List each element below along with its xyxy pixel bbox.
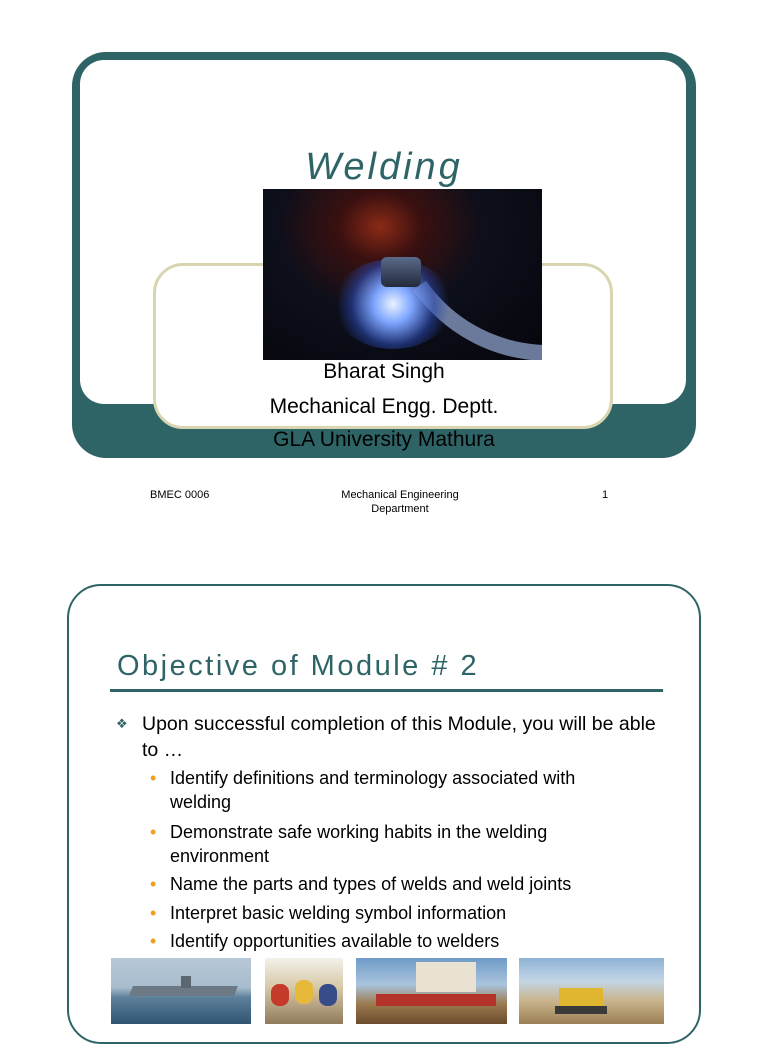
objective-text: Identify opportunities available to welders bbox=[170, 931, 500, 951]
ship-photo bbox=[111, 958, 251, 1024]
objective-item bbox=[150, 872, 640, 896]
orange-dot-icon: • bbox=[150, 903, 157, 923]
cyclists-photo bbox=[265, 958, 343, 1024]
bulldozer-track-shape bbox=[555, 1006, 607, 1014]
orange-dot-icon: • bbox=[150, 931, 157, 951]
objective-item bbox=[150, 820, 640, 868]
footer-department-line2: Department bbox=[371, 503, 429, 515]
orange-dot-icon: • bbox=[150, 768, 157, 788]
bulldozer-photo bbox=[519, 958, 664, 1024]
torch-nozzle bbox=[381, 257, 421, 287]
cyclist-shape bbox=[295, 980, 313, 1004]
title-underline bbox=[110, 689, 663, 692]
footer-course-code: BMEC 0006 bbox=[150, 489, 210, 501]
slide-2-title: Objective of Module # 2 bbox=[117, 650, 480, 682]
orange-dot-icon: • bbox=[150, 822, 157, 842]
department-name: Mechanical Engg. Deptt. bbox=[269, 395, 499, 418]
welding-photo bbox=[263, 189, 542, 360]
objective-item bbox=[150, 929, 640, 953]
pipe-section-shape bbox=[376, 994, 496, 1006]
objective-text: Demonstrate safe working habits in the welding environment bbox=[170, 822, 548, 866]
cyclist-shape bbox=[319, 984, 337, 1006]
objective-text: Identify definitions and terminology associated with welding bbox=[170, 768, 576, 812]
footer-page-number: 1 bbox=[602, 489, 609, 501]
intro-text: Upon successful completion of this Module, you will be able to … bbox=[142, 713, 656, 761]
slide-1-title: Welding bbox=[305, 146, 463, 188]
footer-department-line1: Mechanical Engineering bbox=[341, 489, 459, 501]
orange-dot-icon: • bbox=[150, 874, 157, 894]
cyclist-shape bbox=[271, 984, 289, 1006]
objective-text: Interpret basic welding symbol information bbox=[170, 903, 507, 923]
objective-item bbox=[150, 766, 640, 814]
university-name: GLA University Mathura bbox=[273, 428, 495, 451]
footer-department bbox=[300, 488, 500, 516]
intro-bullet bbox=[116, 711, 656, 763]
author-name: Bharat Singh bbox=[323, 360, 445, 383]
objective-item bbox=[150, 901, 640, 925]
ship-tower-shape bbox=[181, 976, 191, 988]
objective-text: Name the parts and types of welds and weld joints bbox=[170, 874, 572, 894]
construction-photo bbox=[356, 958, 507, 1024]
truck-body-shape bbox=[416, 962, 476, 992]
diamond-bullet-icon: ❖ bbox=[116, 716, 128, 731]
